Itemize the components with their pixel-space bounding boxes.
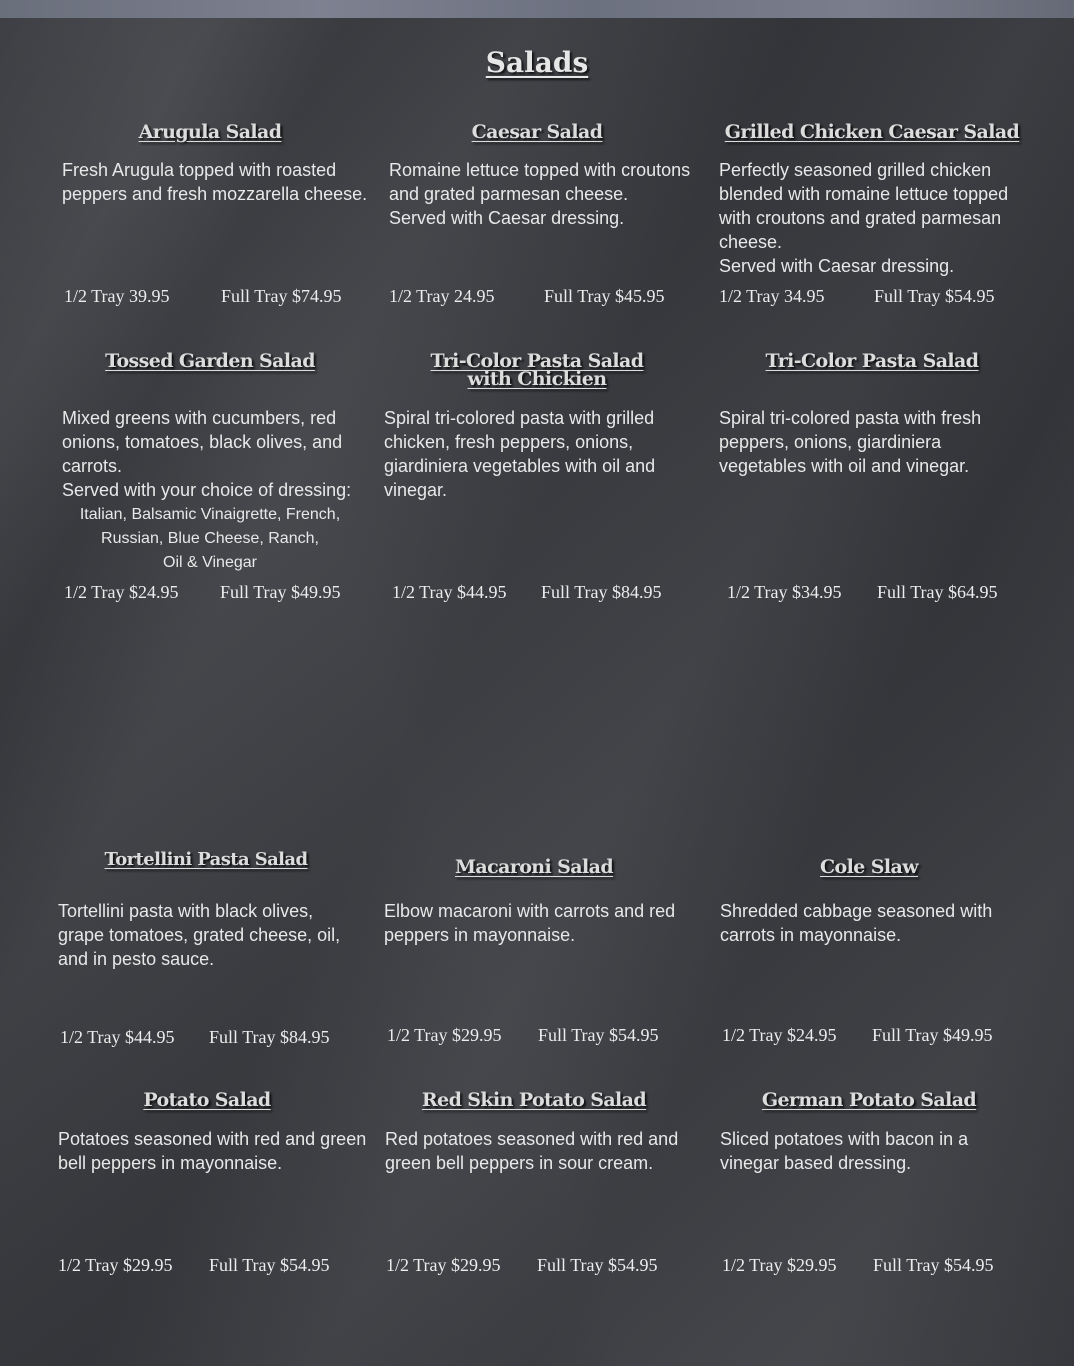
- item-description: Sliced potatoes with bacon in a vinegar based dressing.: [720, 1129, 969, 1173]
- full-tray-price: Full Tray $84.95: [209, 1027, 330, 1047]
- full-tray-price: Full Tray $84.95: [541, 582, 662, 602]
- item-description: Romaine lettuce topped with croutons and grated parmesan cheese. Served with Caesar dressing.: [389, 160, 691, 228]
- full-tray-price: Full Tray $54.95: [874, 286, 995, 306]
- item-description: Shredded cabbage seasoned with carrots in mayonnaise.: [720, 901, 993, 945]
- half-tray-price: 1/2 Tray $44.95: [60, 1027, 175, 1047]
- full-tray-price: Full Tray $64.95: [877, 582, 998, 602]
- half-tray-price: 1/2 Tray $29.95: [386, 1255, 501, 1275]
- half-tray-price: 1/2 Tray $24.95: [722, 1025, 837, 1045]
- full-tray-price: Full Tray $49.95: [872, 1025, 993, 1045]
- item-title: Tri-Color Pasta Salad: [765, 350, 979, 372]
- item-description: Red potatoes seasoned with red and green bell peppers in sour cream.: [385, 1129, 679, 1173]
- full-tray-price: Full Tray $45.95: [544, 286, 665, 306]
- half-tray-price: 1/2 Tray $29.95: [58, 1255, 173, 1275]
- dressing-options: Italian, Balsamic Vinaigrette, French, Russian, Blue Cheese, Ranch, Oil & Vinegar: [79, 506, 341, 571]
- item-title: Potato Salad: [143, 1089, 271, 1111]
- item-title: Grilled Chicken Caesar Salad: [724, 121, 1020, 143]
- item-description: Elbow macaroni with carrots and red peppers in mayonnaise.: [384, 901, 676, 945]
- item-description: Fresh Arugula topped with roasted peppers and fresh mozzarella cheese.: [62, 160, 368, 204]
- item-description: Spiral tri-colored pasta with fresh peppers, onions, giardiniera vegetables with oil and vinegar.: [719, 408, 982, 476]
- half-tray-price: 1/2 Tray 34.95: [719, 286, 825, 306]
- item-title: Tri-Color Pasta Salad with Chickien: [430, 350, 644, 390]
- half-tray-price: 1/2 Tray $29.95: [722, 1255, 837, 1275]
- full-tray-price: Full Tray $49.95: [220, 582, 341, 602]
- item-title: Tortellini Pasta Salad: [104, 849, 308, 870]
- item-title: Macaroni Salad: [455, 856, 613, 878]
- full-tray-price: Full Tray $54.95: [537, 1255, 658, 1275]
- full-tray-price: Full Tray $54.95: [538, 1025, 659, 1045]
- half-tray-price: 1/2 Tray 39.95: [64, 286, 170, 306]
- header-strip: [0, 0, 1074, 18]
- item-description: Perfectly seasoned grilled chicken blended with romaine lettuce topped with croutons and grated parmesan cheese. Served with Caesar dressing.: [719, 160, 1009, 276]
- item-description: Spiral tri-colored pasta with grilled chicken, fresh peppers, onions, giardiniera vegetables with oil and vinegar.: [384, 408, 656, 500]
- item-title: Caesar Salad: [471, 121, 603, 143]
- half-tray-price: 1/2 Tray $29.95: [387, 1025, 502, 1045]
- half-tray-price: 1/2 Tray 24.95: [389, 286, 495, 306]
- item-description: Potatoes seasoned with red and green bell peppers in mayonnaise.: [58, 1129, 367, 1173]
- half-tray-price: 1/2 Tray $44.95: [392, 582, 507, 602]
- item-description: Tortellini pasta with black olives, grape tomatoes, grated cheese, oil, and in pesto sauce.: [58, 901, 341, 969]
- full-tray-price: Full Tray $54.95: [209, 1255, 330, 1275]
- half-tray-price: 1/2 Tray $34.95: [727, 582, 842, 602]
- full-tray-price: Full Tray $54.95: [873, 1255, 994, 1275]
- item-title: Tossed Garden Salad: [105, 350, 315, 372]
- item-description: Mixed greens with cucumbers, red onions, tomatoes, black olives, and carrots. Served with your choice of dressing:: [62, 408, 352, 500]
- item-title: German Potato Salad: [761, 1089, 977, 1111]
- item-title: Red Skin Potato Salad: [421, 1089, 647, 1111]
- item-title: Cole Slaw: [820, 856, 918, 878]
- page-title: Salads: [485, 46, 589, 79]
- full-tray-price: Full Tray $74.95: [221, 286, 342, 306]
- item-title: Arugula Salad: [138, 121, 282, 143]
- half-tray-price: 1/2 Tray $24.95: [64, 582, 179, 602]
